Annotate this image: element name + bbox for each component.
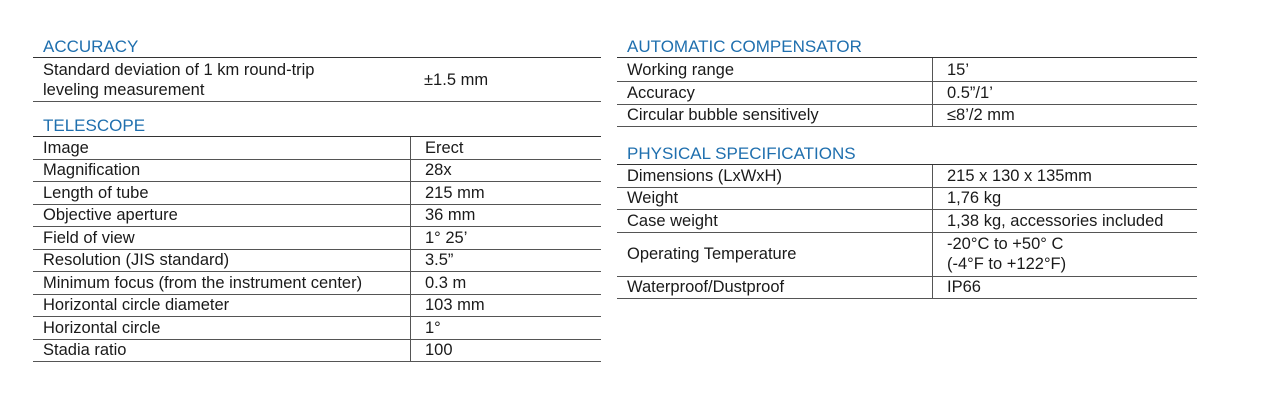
spec-label: Stadia ratio	[43, 341, 127, 360]
spec-row	[617, 188, 1197, 211]
compensator-title: AUTOMATIC COMPENSATOR	[617, 36, 1197, 58]
spec-label: Dimensions (LxWxH)	[627, 166, 782, 185]
spec-row	[33, 137, 601, 160]
spec-row	[33, 58, 601, 102]
spec-label: Field of view	[43, 228, 135, 247]
spec-label: Minimum focus (from the instrument center)	[43, 273, 363, 292]
telescope-section	[33, 115, 601, 362]
accuracy-title: ACCURACY	[33, 36, 601, 58]
right-column	[617, 36, 1197, 307]
spec-row	[617, 165, 1197, 188]
accuracy-section	[33, 36, 601, 102]
spec-label: Operating Temperature	[627, 245, 797, 263]
spec-row	[617, 277, 1197, 300]
spec-row	[617, 210, 1197, 233]
spec-value: 0.5”/1’	[932, 82, 1197, 104]
spec-label: Length of tube	[43, 183, 149, 202]
telescope-title: TELESCOPE	[33, 115, 601, 137]
spec-label: Magnification	[43, 161, 141, 180]
spec-label: Circular bubble sensitively	[627, 106, 819, 125]
spec-label: Image	[43, 138, 89, 157]
spec-value: 1,76 kg	[932, 188, 1197, 210]
left-column	[33, 36, 601, 370]
spec-label: Resolution (JIS standard)	[43, 251, 230, 270]
spec-value: 3.5”	[410, 250, 601, 272]
spec-value: 215 mm	[410, 182, 601, 204]
spec-value: 1°	[410, 317, 601, 339]
spec-row	[33, 182, 601, 205]
physical-title: PHYSICAL SPECIFICATIONS	[617, 143, 1197, 165]
spec-value: 1,38 kg, accessories included	[932, 210, 1197, 232]
spec-row	[33, 227, 601, 250]
spec-row	[33, 317, 601, 340]
spec-value: 103 mm	[410, 295, 601, 317]
spec-label: Weight	[627, 189, 679, 208]
spec-value: 0.3 m	[410, 272, 601, 294]
spec-value: 36 mm	[410, 205, 601, 227]
spec-label: Objective aperture	[43, 206, 178, 225]
spec-row	[33, 340, 601, 363]
spec-value: IP66	[932, 277, 1197, 299]
spec-label: Working range	[627, 60, 735, 79]
spec-row	[33, 295, 601, 318]
spec-label: Standard deviation of 1 km round-trip leveling measurement	[43, 60, 315, 99]
spec-row	[617, 58, 1197, 82]
spec-row	[33, 272, 601, 295]
spec-row	[617, 82, 1197, 105]
spec-value: ±1.5 mm	[424, 70, 489, 89]
compensator-section	[617, 36, 1197, 127]
spec-value: 1° 25’	[410, 227, 601, 249]
spec-label: Accuracy	[627, 83, 695, 102]
spec-value: Erect	[410, 137, 601, 159]
spec-row	[617, 105, 1197, 128]
spec-label: Case weight	[627, 211, 718, 230]
spec-value: 215 x 130 x 135mm	[932, 165, 1197, 187]
spec-value: 100	[410, 340, 601, 362]
spec-row	[33, 205, 601, 228]
spec-label: Horizontal circle diameter	[43, 296, 230, 315]
physical-section	[617, 143, 1197, 299]
spec-label: Waterproof/Dustproof	[627, 278, 785, 297]
spec-value: -20°C to +50° C (-4°F to +122°F)	[932, 233, 1197, 276]
spec-value: 28x	[410, 160, 601, 182]
spec-row	[33, 250, 601, 273]
spec-value: ≤8’/2 mm	[932, 105, 1197, 127]
spec-label: Horizontal circle	[43, 318, 161, 337]
spec-row	[617, 233, 1197, 277]
spec-row	[33, 160, 601, 183]
spec-value: 15’	[932, 58, 1197, 81]
